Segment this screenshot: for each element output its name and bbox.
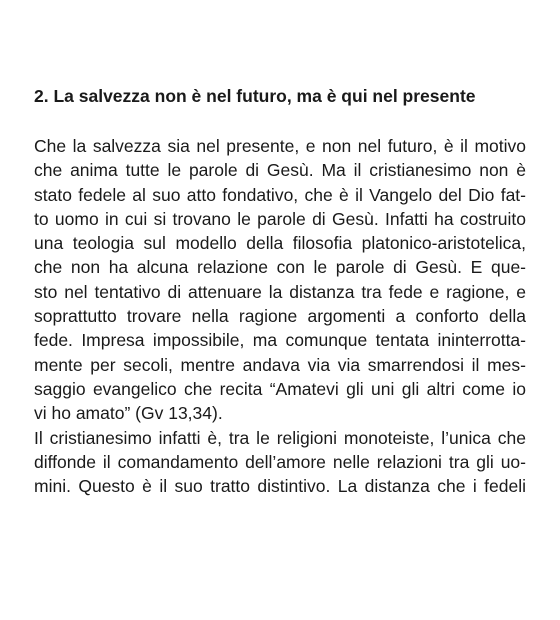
- text-line: mente per secoli, mentre andava via via smarrendosi il mes-: [34, 354, 526, 375]
- text-line: diffonde il comandamento dell’amore nelle relazioni tra gli uo-: [34, 451, 526, 472]
- text-line: to uomo in cui si trovano le parole di Gesù. Infatti ha costruito: [34, 208, 526, 229]
- text-line: Il cristianesimo infatti è, tra le religioni monoteiste, l’unica che: [34, 427, 526, 448]
- text-line: che non ha alcuna relazione con le parole di Gesù. E que-: [34, 257, 526, 278]
- text-line: una teologia sul modello della filosofia platonico-aristotelica,: [34, 233, 526, 254]
- text-line: fede. Impresa impossibile, ma comunque tentata ininterrotta-: [34, 330, 526, 351]
- text-line: mini. Questo è il suo tratto distintivo. La distanza che i fedeli: [34, 476, 526, 497]
- text-line: sto nel tentativo di attenuare la distanza tra fede e ragione, e: [34, 281, 526, 302]
- text-line: saggio evangelico che recita “Amatevi gli uni gli altri come io: [34, 378, 526, 399]
- text-line: che anima tutte le parole di Gesù. Ma il cristianesimo non è: [34, 160, 526, 181]
- text-line: Che la salvezza sia nel presente, e non nel futuro, è il motivo: [34, 136, 526, 156]
- text-line: soprattutto trovare nella ragione argomenti a conforto della: [34, 306, 526, 327]
- section-heading: 2. La salvezza non è nel futuro, ma è qui nel presente: [34, 86, 476, 106]
- text-line: vi ho amato” (Gv 13,34).: [34, 403, 223, 424]
- body-text: [34, 134, 526, 498]
- text-line: stato fedele al suo atto fondativo, che è il Vangelo del Dio fat-: [34, 184, 526, 205]
